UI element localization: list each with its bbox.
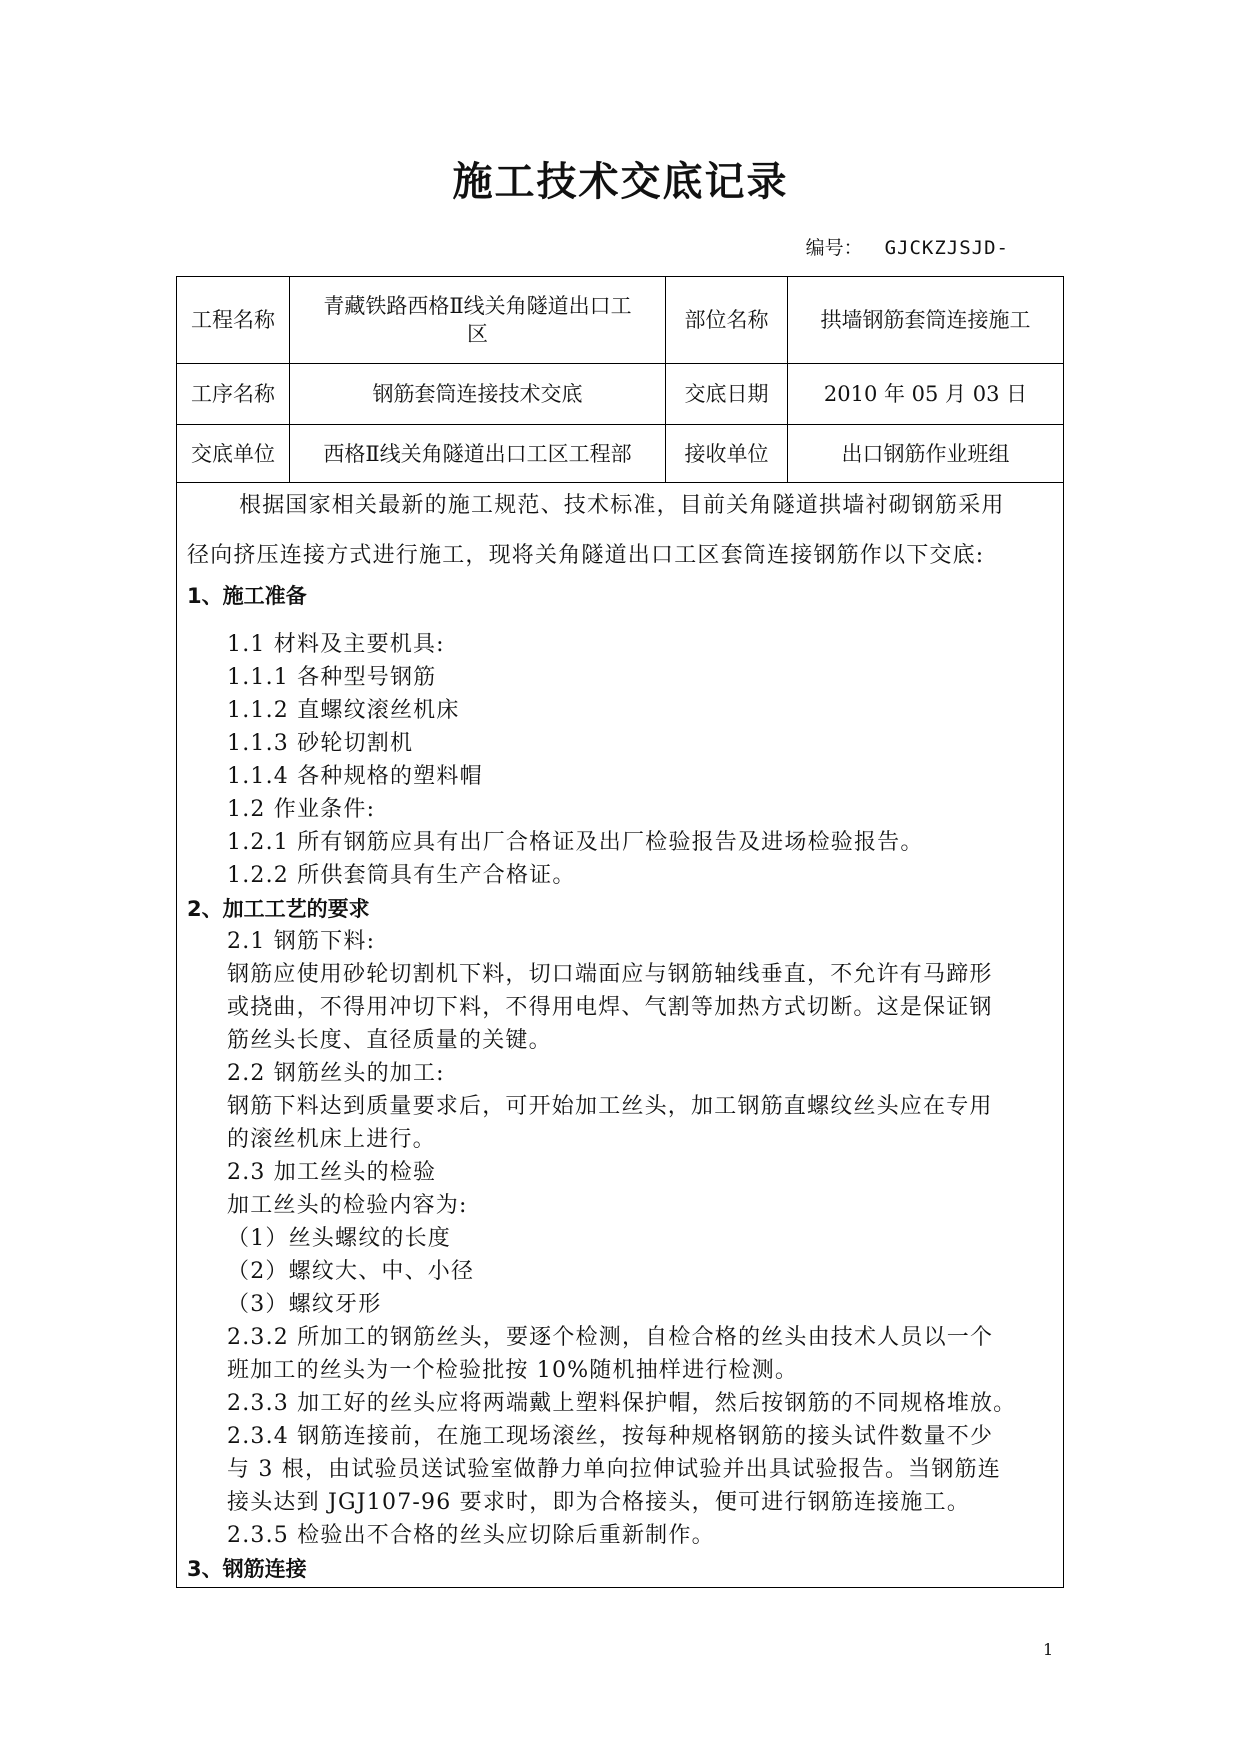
content-line: 2.3.5 检验出不合格的丝头应切除后重新制作。 bbox=[227, 1523, 715, 1548]
handover-record-table bbox=[176, 276, 1064, 1588]
document-number-value: GJCKZJSJD- bbox=[884, 237, 1009, 259]
issuer-label: 交底单位 bbox=[177, 425, 290, 482]
project-name-line1: 青藏铁路西格Ⅱ线关角隧道出口工 bbox=[323, 294, 632, 318]
document-number bbox=[806, 233, 1009, 260]
content-line: 2.3.3 加工好的丝头应将两端戴上塑料保护帽，然后按钢筋的不同规格堆放。 bbox=[227, 1391, 1017, 1416]
content-line: 2.3 加工丝头的检验 bbox=[227, 1160, 437, 1185]
intro-line-1: 根据国家相关最新的施工规范、技术标准，目前关角隧道拱墙衬砌钢筋采用 bbox=[239, 493, 1005, 518]
content-line: 钢筋应使用砂轮切割机下料，切口端面应与钢筋轴线垂直，不允许有马蹄形 bbox=[227, 962, 993, 987]
content-line: （3）螺纹牙形 bbox=[227, 1292, 382, 1317]
receiver-label: 接收单位 bbox=[666, 425, 788, 482]
project-name-label: 工程名称 bbox=[177, 277, 290, 363]
process-name-label: 工序名称 bbox=[177, 364, 290, 424]
receiver-value: 出口钢筋作业班组 bbox=[841, 441, 1010, 466]
content-line: 筋丝头长度、直径质量的关键。 bbox=[227, 1028, 552, 1053]
content-line: 与 3 根，由试验员送试验室做静力单向拉伸试验并出具试验报告。当钢筋连 bbox=[227, 1457, 1001, 1482]
content-line: 1.1 材料及主要机具: bbox=[227, 632, 445, 657]
content-line: 2.1 钢筋下料: bbox=[227, 929, 376, 954]
date-value: 2010 年 05 月 03 日 bbox=[823, 382, 1028, 406]
document-number-label: 编号： bbox=[805, 237, 863, 259]
part-name-value: 拱墙钢筋套筒连接施工 bbox=[820, 308, 1031, 332]
content-line: 1.1.4 各种规格的塑料帽 bbox=[227, 764, 483, 789]
issuer-value: 西格Ⅱ线关角隧道出口工区工程部 bbox=[290, 425, 666, 482]
content-line: 1.2 作业条件: bbox=[227, 797, 376, 822]
content-line: 或挠曲，不得用冲切下料，不得用电焊、气割等加热方式切断。这是保证钢 bbox=[227, 995, 993, 1020]
content-line: 班加工的丝头为一个检验批按 10%随机抽样进行检测。 bbox=[227, 1358, 799, 1383]
content-line: 的滚丝机床上进行。 bbox=[227, 1127, 436, 1152]
content-line: 2.3.4 钢筋连接前，在施工现场滚丝，按每种规格钢筋的接头试件数量不少 bbox=[227, 1424, 994, 1449]
content-line: 1.1.2 直螺纹滚丝机床 bbox=[227, 698, 460, 723]
section-heading-2: 2、加工工艺的要求 bbox=[187, 897, 370, 921]
content-line: 接头达到 JGJ107-96 要求时，即为合格接头，便可进行钢筋连接施工。 bbox=[227, 1490, 971, 1515]
page-number: 1 bbox=[1043, 1640, 1054, 1659]
content-line: 2.2 钢筋丝头的加工: bbox=[227, 1061, 445, 1086]
content-line: 1.1.1 各种型号钢筋 bbox=[227, 665, 437, 690]
project-name-value bbox=[290, 277, 666, 363]
content-line: 2.3.2 所加工的钢筋丝头，要逐个检测，自检合格的丝头由技术人员以一个 bbox=[227, 1325, 994, 1350]
header-row-unit bbox=[177, 425, 1063, 483]
header-row-process bbox=[177, 364, 1063, 425]
intro-line-2: 径向挤压连接方式进行施工，现将关角隧道出口工区套筒连接钢筋作以下交底: bbox=[187, 543, 985, 568]
content-line: 1.2.1 所有钢筋应具有出厂合格证及出厂检验报告及进场检验报告。 bbox=[227, 830, 924, 855]
header-row-project bbox=[177, 277, 1063, 364]
content-line: （2）螺纹大、中、小径 bbox=[227, 1259, 475, 1284]
project-name-line2: 区 bbox=[467, 322, 488, 346]
content-line: （1）丝头螺纹的长度 bbox=[227, 1226, 451, 1251]
section-heading-3: 3、钢筋连接 bbox=[187, 1557, 307, 1581]
content-line: 1.1.3 砂轮切割机 bbox=[227, 731, 414, 756]
content-line: 钢筋下料达到质量要求后，可开始加工丝头，加工钢筋直螺纹丝头应在专用 bbox=[227, 1094, 993, 1119]
content-line: 1.2.2 所供套筒具有生产合格证。 bbox=[227, 863, 576, 888]
document-title: 施工技术交底记录 bbox=[452, 158, 789, 205]
date-label: 交底日期 bbox=[666, 364, 788, 424]
content-line: 加工丝头的检验内容为: bbox=[227, 1193, 468, 1218]
part-name-label: 部位名称 bbox=[666, 277, 788, 363]
process-name-value: 钢筋套筒连接技术交底 bbox=[290, 364, 666, 424]
section-heading-1: 1、施工准备 bbox=[187, 584, 307, 608]
